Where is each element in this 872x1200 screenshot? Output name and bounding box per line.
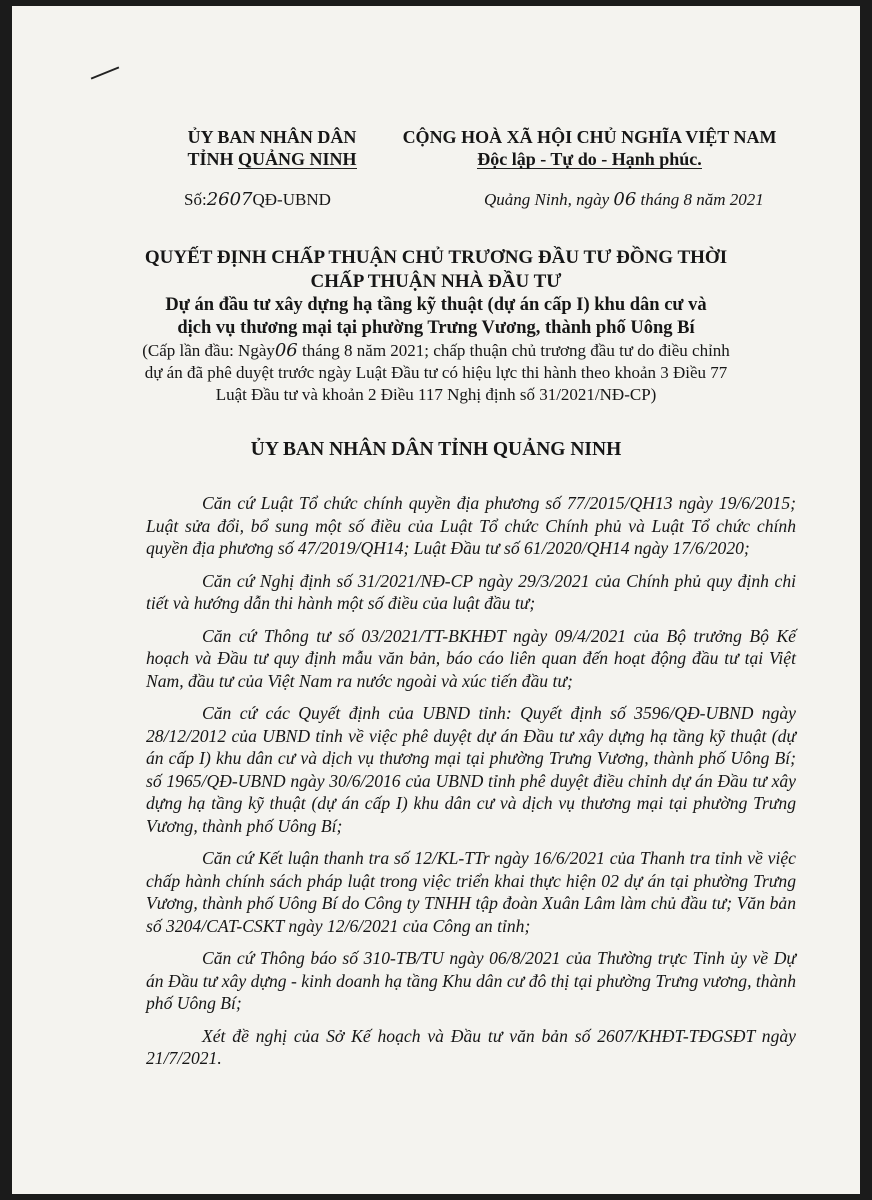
agency-line-2 (172, 148, 372, 170)
decision-title (12, 246, 860, 406)
note-line-1-handwritten: 06 (274, 340, 298, 361)
note-line-1 (12, 340, 860, 362)
national-heading (397, 126, 782, 170)
title-line-1: QUYẾT ĐỊNH CHẤP THUẬN CHỦ TRƯƠNG ĐẦU TƯ ĐỒNG THỜI (144, 247, 728, 268)
note-line-3: Luật Đầu tư và khoản 2 Điều 117 Nghị định số 31/2021/NĐ-CP) (215, 385, 657, 404)
pen-stroke-mark (91, 66, 120, 79)
legal-basis (146, 492, 796, 1080)
issuing-agency (172, 126, 372, 170)
subtitle-line-2: dịch vụ thương mại tại phường Trưng Vương, thành phố Uông Bí (177, 318, 695, 338)
date-suffix: tháng 8 năm 2021 (636, 190, 764, 209)
place-date (484, 189, 764, 210)
note-line-1-suffix: tháng 8 năm 2021; chấp thuận chủ trương đầu tư do điều chỉnh (297, 341, 730, 360)
basis-paragraph-2: Căn cứ Nghị định số 31/2021/NĐ-CP ngày 29/3/2021 của Chính phủ quy định chi tiết và hướng dẫn thi hành một số điều của luật đầu tư; (146, 570, 796, 613)
agency-line-1: ỦY BAN NHÂN DÂN (187, 127, 357, 147)
basis-paragraph-4: Căn cứ các Quyết định của UBND tỉnh: Quyết định số 3596/QĐ-UBND ngày 28/12/2012 của UBND tỉnh về việc phê duyệt dự án Đầu tư xây dựng hạ tầng kỹ thuật (dự án cấp I) khu dân cư và dịch vụ thương mại tại phường Trưng Vương, thành phố Uông Bí; số 1965/QĐ-UBND ngày 30/6/2016 của UBND tỉnh phê duyệt điều chỉnh dự án Đầu tư xây dựng hạ tầng kỹ thuật (dự án cấp I) khu dân cư và dịch vụ thương mại tại phường Trưng Vương, thành phố Uông Bí; (146, 703, 796, 836)
agency-line-2-underlined: QUẢNG NINH (238, 149, 357, 169)
motto: Độc lập - Tự do - Hạnh phúc. (477, 149, 702, 169)
basis-paragraph-7: Xét đề nghị của Sở Kế hoạch và Đầu tư văn bản số 2607/KHĐT-TĐGSĐT ngày 21/7/2021. (146, 1025, 796, 1068)
number-suffix: QĐ-UBND (252, 190, 331, 209)
date-day-handwritten: 06 (613, 189, 637, 210)
subtitle-line-1: Dự án đầu tư xây dựng hạ tầng kỹ thuật (dự án cấp I) khu dân cư và (165, 295, 707, 315)
title-line-2: CHẤP THUẬN NHÀ ĐẦU TƯ (310, 271, 562, 292)
basis-paragraph-6: Căn cứ Thông báo số 310-TB/TU ngày 06/8/2021 của Thường trực Tỉnh ủy về Dự án Đầu tư xây dựng - kinh doanh hạ tầng Khu dân cư đô thị tại phường Trưng vương, thành phố Uông Bí; (146, 948, 796, 1013)
number-handwritten: 2607 (206, 189, 253, 210)
note-line-2: dự án đã phê duyệt trước ngày Luật Đầu tư có hiệu lực thi hành theo khoản 3 Điều 77 (144, 363, 728, 382)
basis-paragraph-5: Căn cứ Kết luận thanh tra số 12/KL-TTr ngày 16/6/2021 của Thanh tra tỉnh về việc chấp hành chính sách pháp luật trong việc triển khai thực hiện 02 dự án tại phường Trưng Vương, thành phố Uông Bí do Công ty TNHH tập đoàn Xuân Lâm làm chủ đầu tư; Văn bản số 3204/CAT-CSKT ngày 12/6/2021 của Công an tỉnh; (146, 848, 796, 936)
document-number (184, 189, 331, 210)
number-prefix: Số: (184, 190, 207, 209)
date-prefix: Quảng Ninh, ngày (484, 190, 614, 209)
basis-paragraph-3: Căn cứ Thông tư số 03/2021/TT-BKHĐT ngày 09/4/2021 của Bộ trưởng Bộ Kế hoạch và Đầu tư quy định mẫu văn bản, báo cáo liên quan đến hoạt động đầu tư tại Việt Nam, đầu tư của Việt Nam ra nước ngoài và xúc tiến đầu tư; (146, 625, 796, 691)
note-line-1-prefix: (Cấp lần đầu: Ngày (142, 341, 275, 360)
authority-heading: ỦY BAN NHÂN DÂN TỈNH QUẢNG NINH (250, 439, 622, 460)
agency-line-2-prefix: TỈNH (187, 149, 238, 169)
motto-wrap (397, 148, 782, 170)
country-name: CỘNG HOÀ XÃ HỘI CHỦ NGHĨA VIỆT NAM (402, 127, 777, 147)
document-page (12, 6, 860, 1194)
basis-paragraph-1: Căn cứ Luật Tổ chức chính quyền địa phương số 77/2015/QH13 ngày 19/6/2015; Luật sửa đổi, bổ sung một số điều của Luật Tổ chức Chính phủ và Luật Tổ chức chính quyền địa phương số 47/2019/QH14; Luật Đầu tư số 61/2020/QH14 ngày 17/6/2020; (146, 493, 796, 558)
